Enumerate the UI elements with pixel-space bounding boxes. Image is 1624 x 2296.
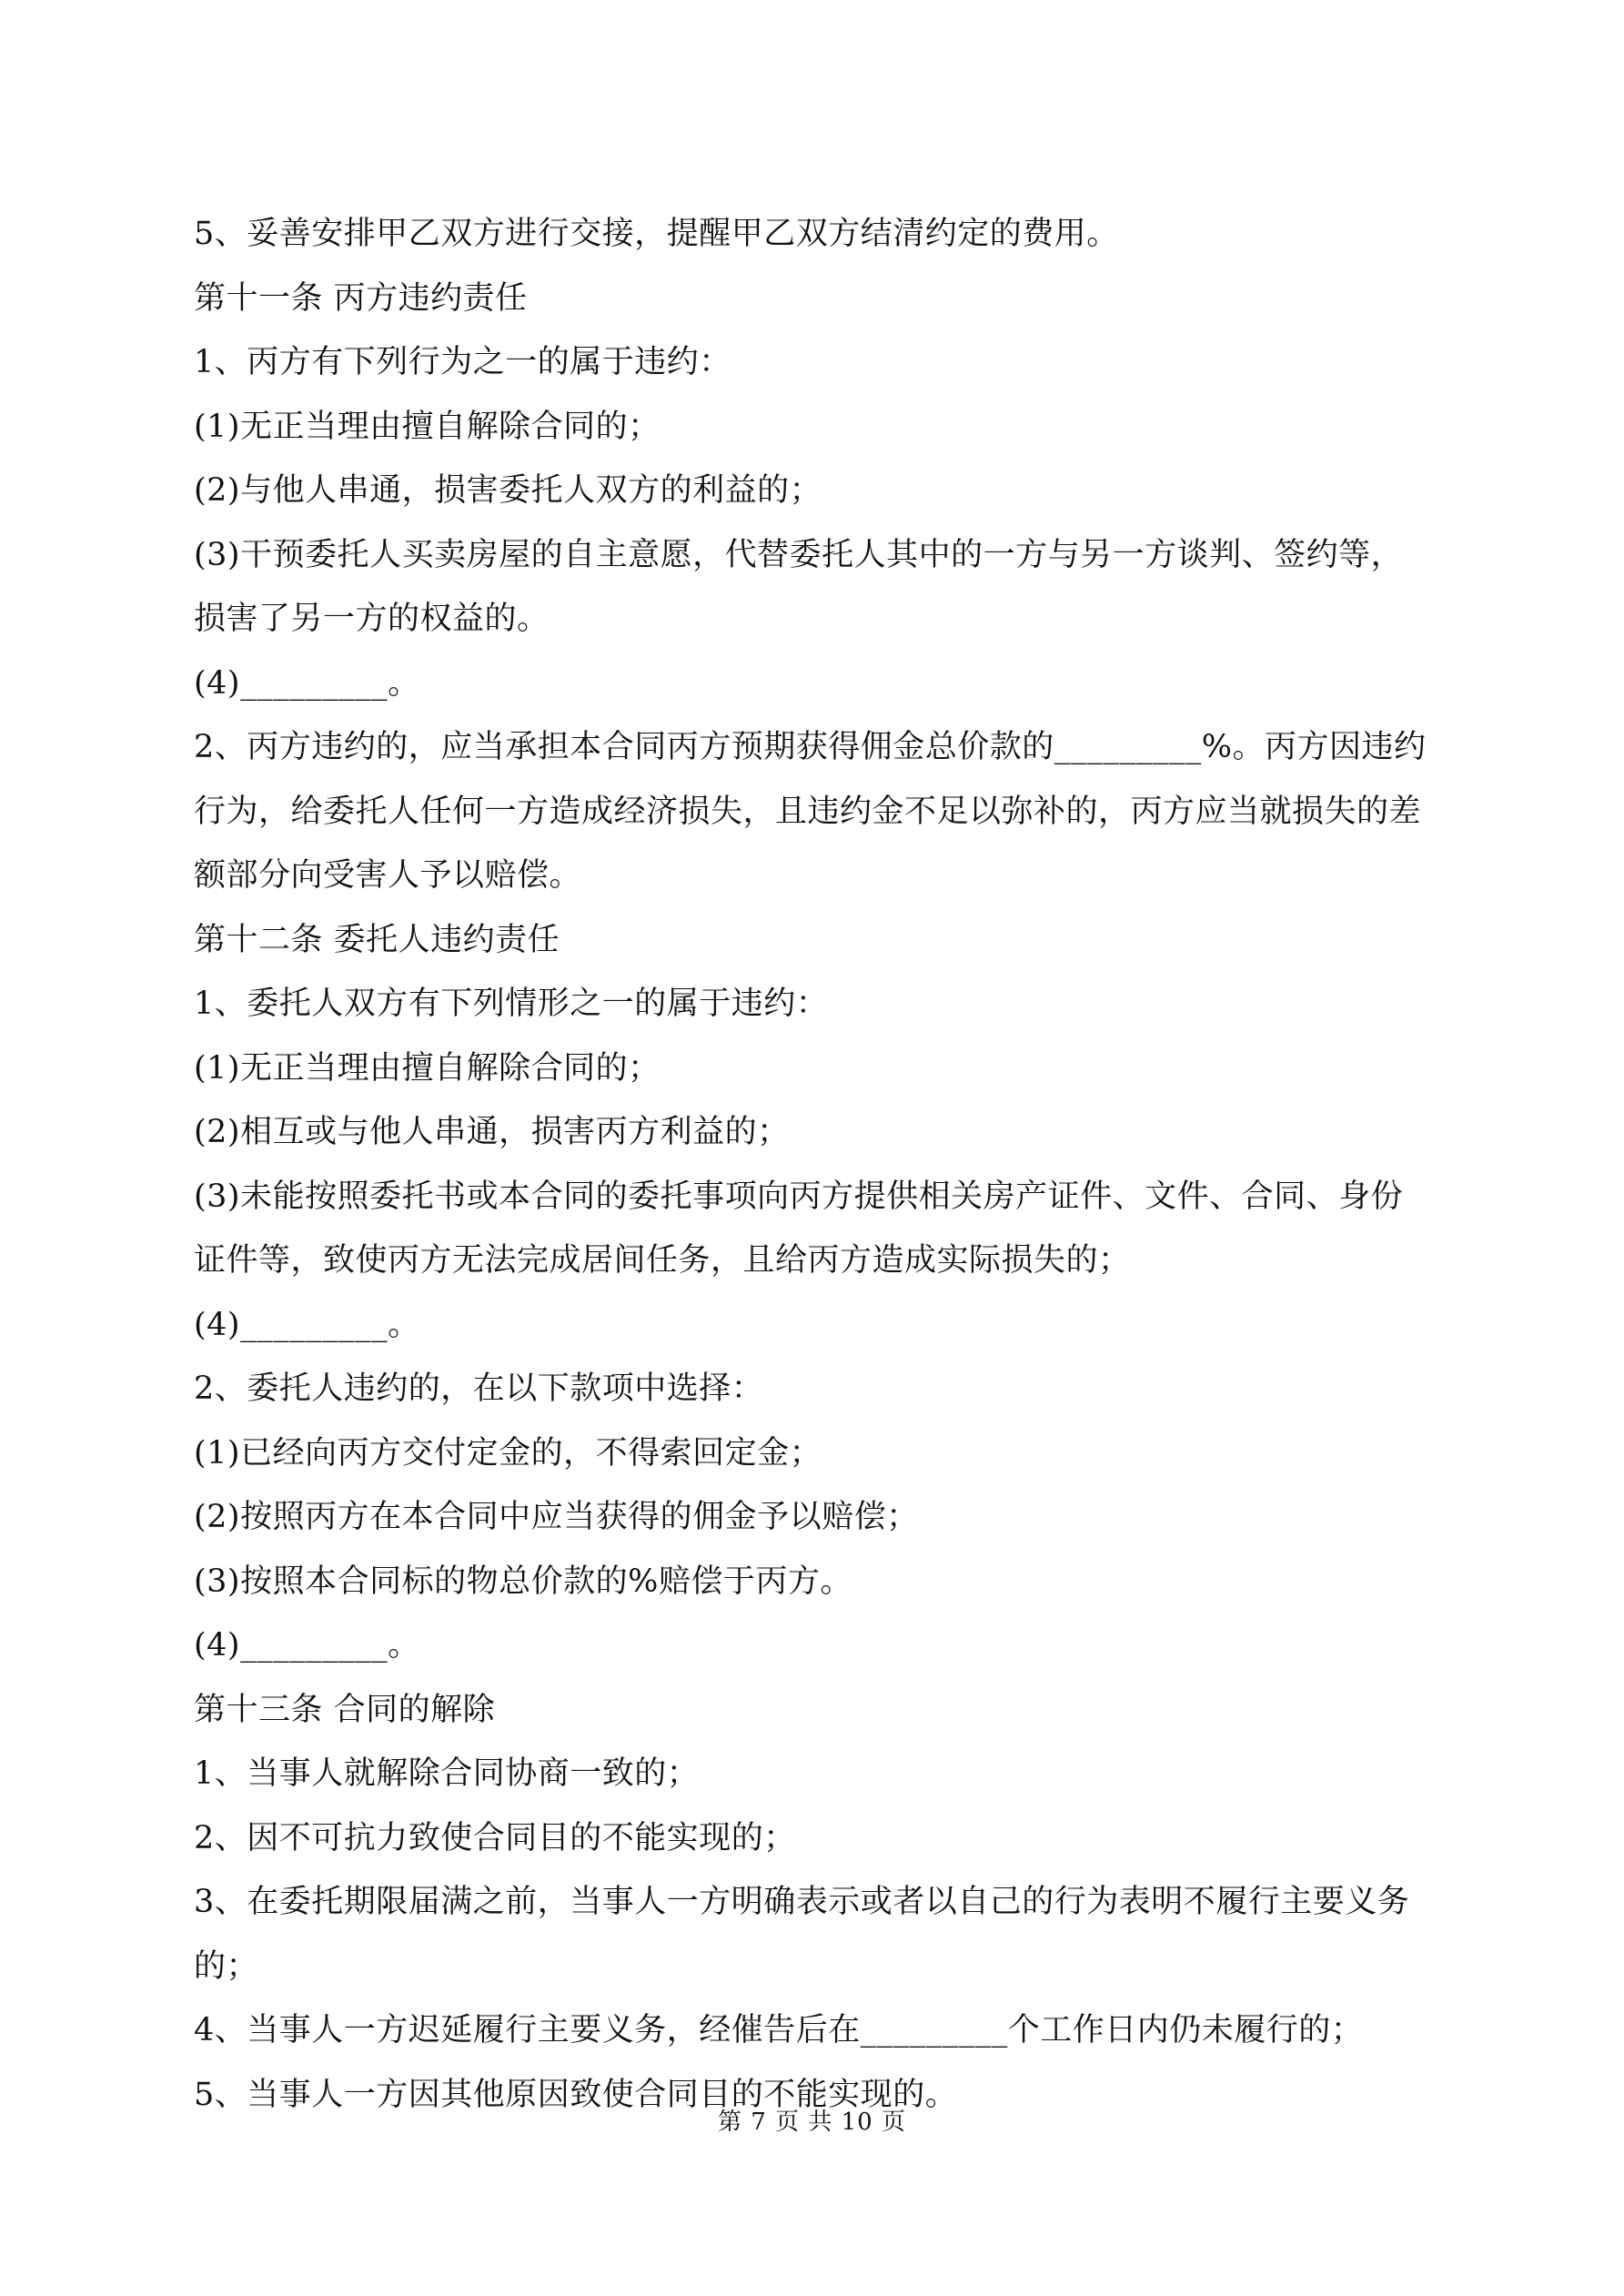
- text-line: 5、当事人一方因其他原因致使合同目的不能实现的。: [194, 2076, 958, 2113]
- text-line: 2、丙方违约的，应当承担本合同丙方预期获得佣金总价款的_________%。丙方因违约: [194, 729, 1427, 765]
- document-body: [194, 202, 1449, 2127]
- text-line: (3)干预委托人买卖房屋的自主意愿，代替委托人其中的一方与另一方谈判、签约等，: [194, 536, 1404, 573]
- text-line: 证件等，致使丙方无法完成居间任务，且给丙方造成实际损失的；: [194, 1242, 1131, 1279]
- text-line: 的；: [194, 1947, 259, 1985]
- text-line: (2)按照丙方在本合同中应当获得的佣金予以赔偿；: [194, 1499, 919, 1535]
- text-line: 2、因不可抗力致使合同目的不能实现的；: [194, 1819, 796, 1856]
- text-line: 1、委托人双方有下列情形之一的属于违约：: [194, 986, 829, 1022]
- text-line: (3)未能按照委托书或本合同的委托事项向丙方提供相关房产证件、文件、合同、身份: [194, 1178, 1404, 1215]
- page-number-footer: 第 7 页 共 10 页: [718, 2109, 906, 2136]
- text-line: (2)与他人串通，损害委托人双方的利益的；: [194, 472, 822, 509]
- text-line: (3)按照本合同标的物总价款的%赔偿于丙方。: [194, 1563, 852, 1600]
- text-line: (1)无正当理由擅自解除合同的；: [194, 1049, 661, 1087]
- section-heading: 第十三条 合同的解除: [194, 1691, 496, 1728]
- text-line: (4)_________。: [194, 1627, 420, 1664]
- text-line: (1)已经向丙方交付定金的，不得索回定金；: [194, 1434, 822, 1472]
- text-line: 行为，给委托人任何一方造成经济损失，且违约金不足以弥补的，丙方应当就损失的差: [194, 793, 1422, 830]
- section-heading: 第十二条 委托人违约责任: [194, 921, 560, 958]
- text-line: (4)_________。: [194, 664, 420, 702]
- text-line: 4、当事人一方迟延履行主要义务，经催告后在_________个工作日内仍未履行的；: [194, 2012, 1364, 2048]
- text-line: (1)无正当理由擅自解除合同的；: [194, 408, 661, 445]
- text-line: (4)_________。: [194, 1306, 420, 1343]
- text-line: 1、丙方有下列行为之一的属于违约：: [194, 344, 731, 380]
- text-line: 额部分向受害人予以赔偿。: [194, 857, 582, 894]
- text-line: 1、当事人就解除合同协商一致的；: [194, 1755, 700, 1792]
- text-line: 2、委托人违约的，在以下款项中选择：: [194, 1371, 764, 1407]
- text-line: (2)相互或与他人串通，损害丙方利益的；: [194, 1114, 790, 1150]
- text-line: 3、在委托期限届满之前，当事人一方明确表示或者以自己的行为表明不履行主要义务: [194, 1884, 1410, 1920]
- text-line: 损害了另一方的权益的。: [194, 601, 550, 637]
- text-line: 5、妥善安排甲乙双方进行交接，提醒甲乙双方结清约定的费用。: [194, 216, 1119, 252]
- section-heading: 第十一条 丙方违约责任: [194, 279, 528, 317]
